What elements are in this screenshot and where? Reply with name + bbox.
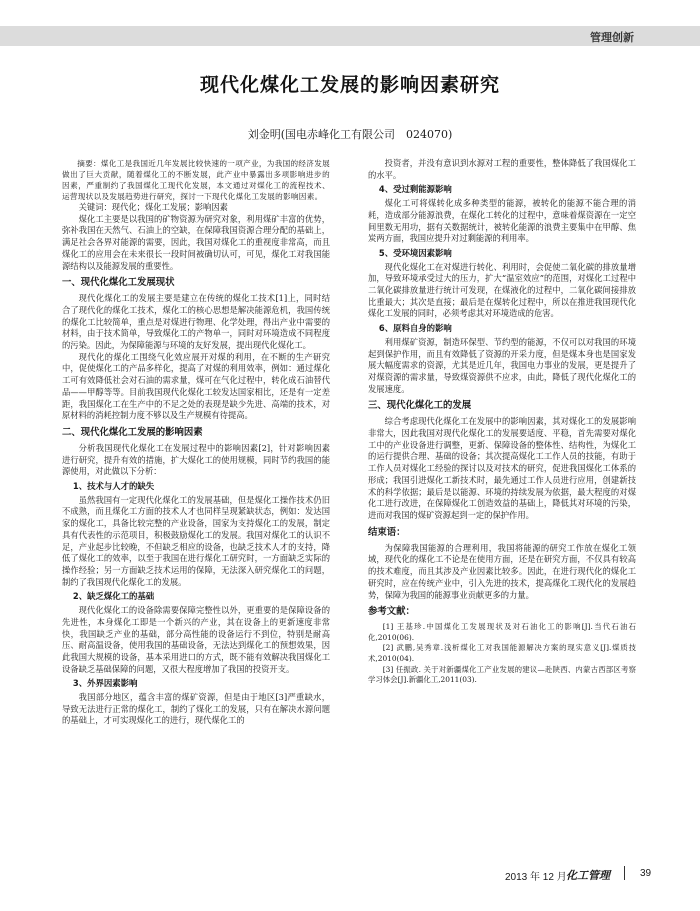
issue-date: 2013 年 12 月 [505, 872, 567, 883]
subsection-2-6-heading: 6、原料自身的影响 [378, 323, 452, 334]
subsection-2-3-heading: 3、外界因素影响 [72, 678, 138, 689]
reference-item: [2] 武鹏,吴秀章.浅析煤化工对我国能源解决方案的现实意义[J].煤质技术,2010(04). [368, 643, 636, 663]
subsection-2-2-para: 现代化煤化工的设备除需要保障完整性以外，更重要的是保障设备的先进性，本身煤化工即是一个新兴的产业，其在设备上的更新速度非常快，我国缺乏产业的基础，部分高性能的设备运行不到位，特别是耐高压、耐高温设备，使用我国的基础设备，无法达到煤化工的预想效果，因此我国大规模的设备，基本采用进口的方式，既不能有效解决我国煤化工设备缺乏基础保障的问题，又很大程度增加了我国的投资开支。 [62, 605, 330, 674]
subsection-2-1-para: 虽然我国有一定现代化煤化工的发展基础，但是煤化工操作技术仍旧不成熟，而且煤化工方面的技术人才也同样呈现紧缺状态，例如：发达国家的煤化工，具备比较完整的产业设备，国家为支持煤化工的发展，制定具有代表性的示范项目，积极鼓励煤化工的发展。我国对煤化工的认识不足，产业起步比较晚，不但缺乏相应的设备，也缺乏技术人才的支持，降低了煤化工的效率，以至于我国在进行煤化工研究时，一方面缺乏实际的操作经验；另一方面缺乏技术运用的保障，无法深入研究煤化工的问题，制约了我国现代化煤化工的发展。 [62, 494, 330, 587]
section-1-para-1: 现代化煤化工的发展主要是建立在传统的煤化工技术[1]上，同时结合了现代化的煤化工技术，煤化工的核心思想是解决能源危机，我国传统的煤化工比较简单，重点是对煤进行物理、化学处理，得出产业中需要的材料，由于技术简单，导致煤化工的产物单一，同时对环境造成不同程度的污染。因此，为保障能源与环境的友好发展，提出现代化煤化工。 [62, 293, 330, 351]
abstract: 摘要：煤化工是我国近几年发展比较快速的一项产业，为我国的经济发展做出了巨大贡献，随着煤化工的不断发展，此产业中暴露出多项影响进步的因素，严重制约了我国煤化工现代化发展，本文通过对煤化工的流程技术、运营现状以及发展趋势进行研究，探讨一下现代化煤化工发展的影响因素。 [62, 159, 330, 201]
page-footer [0, 866, 700, 882]
magazine-logo: 化工管理 [566, 869, 610, 882]
continued-paragraph: 投资者，并没有意识到水源对工程的重要性，整体降低了我国煤化工的水平。 [368, 158, 636, 180]
subsection-2-1-heading: 1、技术与人才的缺失 [72, 481, 155, 492]
conclusion-heading: 结束语： [368, 526, 406, 538]
right-column [368, 158, 636, 686]
section-1-para-2: 现代化的煤化工围绕气化效应展开对煤的利用，在不断的生产研究中，促使煤化工的产品多样化，提高了对煤的利用效率，例如：通过煤化工可有效降低社会对石油的需求量，煤可在气化过程中，转化成石油替代品——甲醇等等。目前我国现代化煤化工较发达国家相比，还是有一定差距，我国煤化工在生产中的不足之处的表现是缺少先进、高端的技术，对原材料的消耗控制力度不够以及生产规模有待提高。 [62, 351, 330, 421]
subsection-2-6-para: 利用煤矿资源，制造环保型、节约型的能源，不仅可以对我国的环境起到保护作用，而且有效降低了资源的开采力度，但是煤本身也是国家发展大幅度需求的资源，尤其是近几年，我国电力事业的发展，更是提升了对煤资源的需求量，导致煤资源供不应求，由此，降低了现代化煤化工的发展速度。 [368, 336, 636, 394]
subsection-2-4-para: 煤化工可将煤转化成多种类型的能源，被转化的能源不能合理的消耗，造成部分能源浪费，在煤化工转化的过程中，意味着煤资源在一定空间里数无用功，据有关数据统计，被转化能源的浪费主要集中在甲醇、焦炭两方面，我国应提升对过剩能源的利用率。 [368, 198, 636, 244]
page-number: 39 [640, 868, 652, 879]
intro-paragraph: 煤化工主要是以我国的矿物资源为研究对象，利用煤矿丰富的优势，弥补我国在天然气、石油上的空缺，在保障我国资源合理分配的基础上，满足社会各界对能源的需要，因此，我国对煤化工的重视度非常高，而且煤化工的应用会在未来很长一段时间被确切认可，可见，煤化工对我国能源结构以及能源发展的重要性。 [62, 213, 330, 271]
section-1-heading: 一、现代化煤化工发展现状 [62, 277, 175, 289]
section-2-intro: 分析我国现代化煤化工在发展过程中的影响因素[2]，针对影响因素进行研究，提升有效的措施，扩大煤化工的使用规模，同时节约我国的能源使用，对此做以下分析： [62, 442, 330, 477]
header-bar [0, 26, 700, 46]
subsection-2-5-heading: 5、受环境因素影响 [378, 247, 452, 258]
subsection-2-2-heading: 2、缺乏煤化工的基础 [72, 591, 155, 602]
author-line: 刘金明(国电赤峰化工有限公司 024070) [247, 128, 453, 141]
keywords: 关键词：现代化；煤化工发展；影响因素 [78, 202, 228, 212]
left-column [62, 158, 330, 727]
subsection-2-3-para: 我国部分地区，蕴含丰富的煤矿资源，但是由于地区[3]严重缺水，导致无法进行正常的煤化工，制约了煤化工的发展，只有在解决水源问题的基础上，才可实现煤化工的进行，现代煤化工的 [62, 692, 330, 726]
footer-divider [624, 866, 625, 880]
references-list [368, 622, 636, 686]
reference-item: [3] 任振政. 关于对新疆煤化工产业发展的建议—赴陕西、内蒙古西部区考察学习体会[J].新疆化工,2011(03). [368, 664, 636, 685]
section-tag: 管理创新 [590, 31, 634, 44]
section-3-para: 综合考虑现代化煤化工在发展中的影响因素，其对煤化工的发展影响非常大，因此我国对现代化煤化工的发展要适度、平稳，首先需要对煤化工中的产业设备进行调整，更新、保障设备的整体性、结构性，为煤化工的运行提供合理、基础的设备；其次提高煤化工工作人员的技能，有助于工作人员对煤化工经验的探讨以及对技术的研究，促进我国煤化工体系的形成；我国引进煤化工新技术时，最先通过工作人员进行应用，创建新技术的科学依据；最后是以能源、环境的持续发展为依据，最大程度的对煤化工进行改进，在保障煤化工创造效益的基础上，降低其对环境的污染，进而对我国的煤矿资源起到一定的保护作用。 [368, 416, 636, 520]
article-title: 现代化煤化工发展的影响因素研究 [199, 74, 500, 96]
section-3-heading: 三、现代化煤化工的发展 [368, 400, 472, 412]
section-2-heading: 二、现代化煤化工发展的影响因素 [62, 426, 203, 438]
subsection-2-5-para: 现代化煤化工在对煤进行转化、利用时，会促使二氧化碳的排放量增加，导致环境承受过大的压力，扩大“温室效应”的范围，对煤化工过程中二氧化碳排放量进行统计可发现，在煤液化的过程中，二氧化碳间接排放比重最大；其次是直接；最后是在煤转化过程中，所以在推进我国现代化煤化工发展的同时，必须考虑其对环境造成的危害。 [368, 261, 636, 319]
references-heading: 参考文献： [368, 606, 415, 618]
subsection-2-4-heading: 4、受过剩能源影响 [378, 184, 452, 195]
reference-item: [1] 王基珍.中国煤化工发展现状及对石油化工的影响[J].当代石油石化,2010(06). [368, 622, 636, 642]
conclusion-para: 为保障我国能源的合理利用，我国将能源的研究工作放在煤化工领域，现代化的煤化工不论是在使用方面，还是在研究方面，不仅具有较高的技术难度，而且其涉及产业因素比较多。因此，在进行现代化的煤化工研究时，应在传统产业中，引入先进的技术，提高煤化工现代化的发展趋势，保障为我国的能源事业贡献更多的力量。 [368, 542, 636, 600]
